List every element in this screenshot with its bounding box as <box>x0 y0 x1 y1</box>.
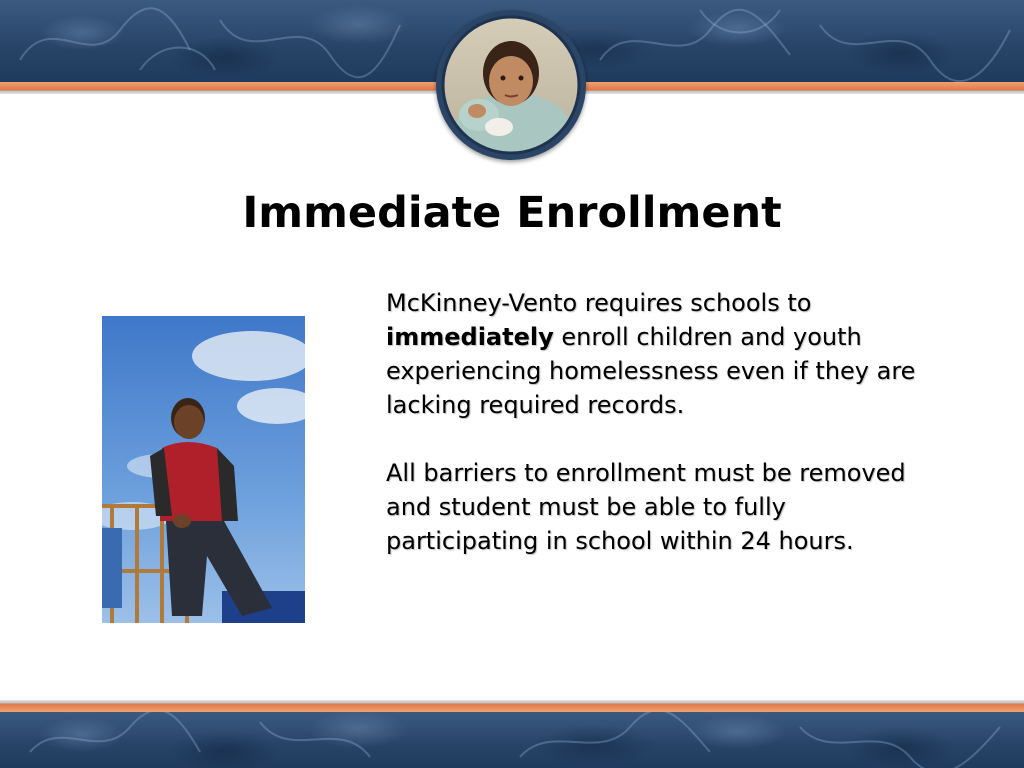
body-text <box>386 286 926 558</box>
paragraph1-text-end: enroll children and youth experiencing homelessness even if they are lacking required records. <box>386 323 916 419</box>
footer-accent-rule <box>0 700 1024 712</box>
paragraph1-text-start: McKinney-Vento requires schools to <box>386 289 812 317</box>
boy-on-playground-photo <box>102 316 305 623</box>
swirl-pattern <box>0 712 1024 768</box>
girl-portrait-medallion <box>436 10 586 160</box>
slide-title: Immediate Enrollment <box>242 188 782 238</box>
emphasis-immediately: immediately <box>386 323 554 351</box>
footer-band <box>0 712 1024 768</box>
girl-portrait-photo <box>441 15 581 155</box>
paragraph-enrollment-requirement <box>386 286 926 422</box>
paragraph-barriers: All barriers to enrollment must be removed and student must be able to fully participating in school within 24 hours. <box>386 459 906 555</box>
